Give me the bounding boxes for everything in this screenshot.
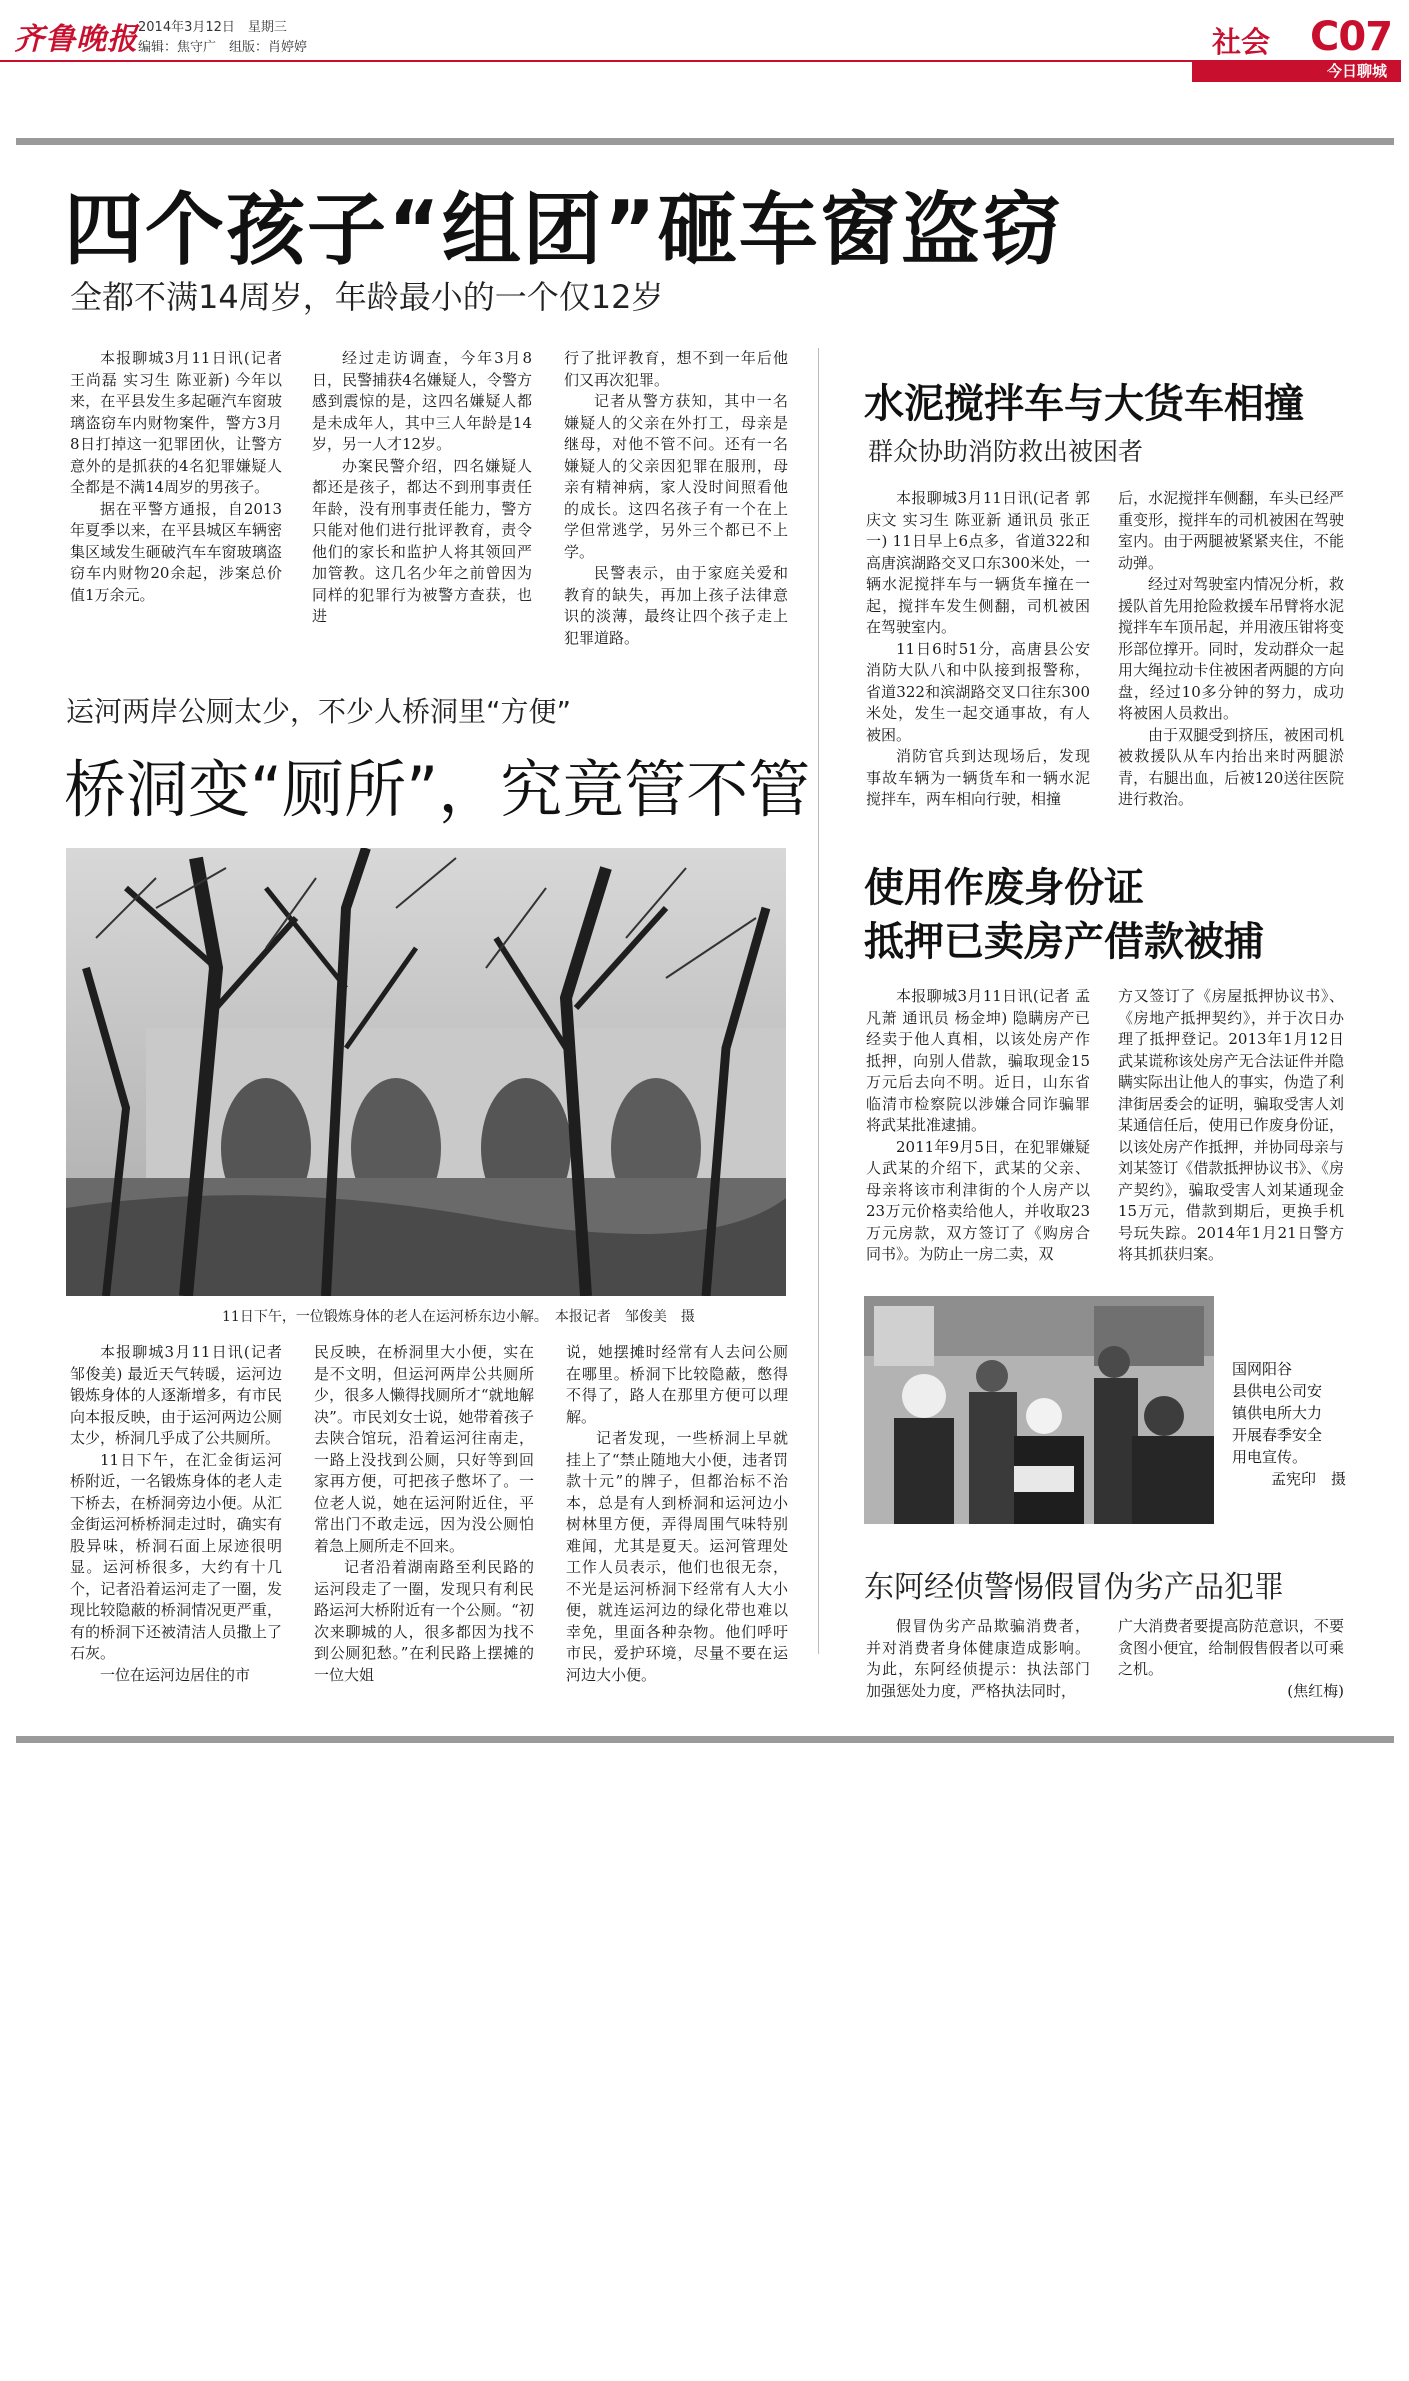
story4-column-1: [866, 986, 1090, 1266]
paragraph: 经过走访调查，今年3月8日，民警捕获4名嫌疑人，令警方感到震惊的是，这四名嫌疑人都是未成年人，其中三人年龄是14岁，另一人才12岁。: [312, 349, 532, 453]
story1-column-3: [564, 348, 788, 649]
paragraph: 办案民警介绍，四名嫌疑人都还是孩子，都达不到刑事责任年龄，没有刑事责任能力，警方只能对他们进行批评教育，责令他们的家长和监护人将其领回严加管教。这几名少年之前曾因为同样的犯罪行为被警方查获，也进: [312, 456, 532, 625]
paragraph: 民警表示，由于家庭关爱和教育的缺失，再加上孩子法律意识的淡薄，最终让四个孩子走上犯罪道路。: [564, 564, 788, 647]
caption-line: 县供电公司安: [1232, 1382, 1323, 1400]
power-safety-photo-art: [864, 1296, 1214, 1524]
story1-subhead: 全都不满14周岁，年龄最小的一个仅12岁: [70, 278, 664, 316]
caption-line: 开展春季安全: [1232, 1426, 1323, 1444]
story1-column-2: [312, 348, 532, 628]
story2-kicker: 运河两岸公厕太少，不少人桥洞里“方便”: [66, 695, 572, 728]
paragraph: 记者发现，一些桥洞上早就挂上了“禁止随地大小便，违者罚款十元”的牌子，但都治标不治本，总是有人到桥洞和运河边小树林里方便，弄得周围气味特别难闻，尤其是夏天。运河管理处工作人员表示，他们也很无奈，不光是运河桥洞下经常有人大小便，就连运河边的绿化带也难以幸免，里面各种杂物。他们呼吁市民，爱护环境，尽量不要在运河边大小便。: [566, 1429, 788, 1684]
masthead-rule: [0, 60, 1192, 62]
paragraph: 记者从警方获知，其中一名嫌疑人的父亲在外打工，母亲是继母，对他不管不问。还有一名嫌疑人的父亲因犯罪在服刑，母亲有精神病，家人没时间照看他的成长。这四名孩子有一个在上学但常逃学，另外三个都已不上学。: [564, 392, 788, 561]
newspaper-logo: 齐鲁晚报: [14, 22, 138, 57]
story3-headline: 水泥搅拌车与大货车相撞: [864, 381, 1304, 427]
paragraph: 本报聊城3月11日讯(记者 孟凡萧 通讯员 杨金坤) 隐瞒房产已经卖于他人真相，以该处房产作抵押，向别人借款，骗取现金15万元后去向不明。近日，山东省临清市检察院以涉嫌合同诈骗罪将武某批准逮捕。: [866, 987, 1090, 1134]
power-photo-caption: [1232, 1358, 1356, 1490]
canal-bridge-photo-art: [66, 848, 786, 1296]
editor-line: 编辑：焦守广 组版：肖婷婷: [138, 40, 308, 55]
paragraph: 一位在运河边居住的市: [100, 1665, 251, 1684]
caption-line: 国网阳谷: [1232, 1360, 1293, 1378]
story1-column-1: [70, 348, 282, 606]
paragraph: 说，她摆摊时经常有人去问公厕在哪里。桥洞下比较隐蔽，憋得不得了，路人在那里方便可以理解。: [566, 1343, 788, 1426]
paragraph: 后，水泥搅拌车侧翻，车头已经严重变形，搅拌车的司机被困在驾驶室内。由于两腿被紧紧夹住，不能动弹。: [1118, 489, 1344, 572]
paragraph: 记者沿着湖南路至利民路的运河段走了一圈，发现只有利民路运河大桥附近有一个公厕。“初次来聊城的人，很多都因为找不到公厕犯愁。”在利民路上摆摊的一位大姐: [314, 1558, 534, 1684]
canal-bridge-photo: [66, 848, 786, 1296]
story3-column-1: [866, 488, 1090, 811]
paragraph: 经过对驾驶室内情况分析，救援队首先用抢险救援车吊臂将水泥搅拌车车顶吊起，并用液压钳将变形部位撑开。同时，发动群众一起用大绳拉动卡住被困者两腿的方向盘，经过10多分钟的努力，成功将被困人员救出。: [1118, 575, 1344, 722]
story2-column-1: [70, 1342, 282, 1686]
caption-line: 镇供电所大力: [1232, 1404, 1323, 1422]
section-name: 社会: [1212, 25, 1271, 59]
caption-line: 用电宣传。: [1232, 1448, 1308, 1466]
paragraph: 民反映，在桥洞里大小便，实在是不文明，但运河两岸公共厕所少，很多人懒得找厕所才“就地解决”。市民刘女士说，她带着孩子去陕合馆玩，沿着运河往南走，一路上没找到公厕，只好等到回家再方便，可把孩子憋坏了。一位老人说，她在运河附近住，平常出门不敢走远，因为没公厕怕着急上厕所走不回来。: [314, 1343, 534, 1555]
paragraph: 本报聊城3月11日讯(记者 王尚磊 实习生 陈亚新) 今年以来，在平县发生多起砸汽车窗玻璃盗窃车内财物案件，警方3月8日打掉这一犯罪团伙，让警方意外的是抓获的4名犯罪嫌疑人全都是不满14周岁的男孩子。: [70, 349, 282, 496]
story4-column-2: [1118, 986, 1344, 1266]
column-divider: [818, 348, 819, 1654]
story2-column-2: [314, 1342, 534, 1686]
story3-column-2: [1118, 488, 1344, 811]
story4-headline-line-1: 使用作废身份证: [864, 865, 1144, 911]
paragraph: 本报聊城3月11日讯(记者 邹俊美) 最近天气转暖，运河边锻炼身体的人逐渐增多，有市民向本报反映，由于运河两边公厕太少，桥洞几乎成了公共厕所。: [70, 1343, 282, 1447]
subsection-label: 今日聊城: [1326, 62, 1387, 80]
story2-column-3: [566, 1342, 788, 1686]
paragraph: 假冒伪劣产品欺骗消费者，并对消费者身体健康造成影响。为此，东阿经侦提示：执法部门加强惩处力度，严格执法同时，: [866, 1617, 1090, 1700]
story2-headline: 桥洞变“厕所”，究竟管不管: [64, 753, 811, 826]
bottom-gray-rule: [16, 1736, 1394, 1743]
power-safety-photo: [864, 1296, 1214, 1524]
paragraph: 方又签订了《房屋抵押协议书》、《房地产抵押契约》，并于次日办理了抵押登记。2013年1月12日武某谎称该处房产无合法证件并隐瞒实际出让他人的事实，伪造了利津街居委会的证明，骗取受害人刘某通信任后，使用已作废身份证，以该处房产作抵押，并协同母亲与刘某签订《借款抵押协议书》、《房产契约》，骗取受害人刘某通现金15万元，借款到期后，更换手机号玩失踪。2014年1月21日警方将其抓获归案。: [1118, 987, 1344, 1263]
date-line: 2014年3月12日 星期三: [138, 20, 287, 35]
paragraph: 11日6时51分，高唐县公安消防大队八和中队接到报警称，省道322和滨湖路交叉口往东300米处，发生一起交通事故，有人被困。: [866, 639, 1090, 744]
byline: (焦红梅): [1287, 1681, 1344, 1700]
paragraph: 广大消费者要提高防范意识，不要贪图小便宜，给制假售假者以可乘之机。: [1118, 1617, 1344, 1678]
subsection-bar: [1192, 60, 1401, 82]
story5-column-2: [1118, 1616, 1344, 1702]
paragraph: 消防官兵到达现场后，发现事故车辆为一辆货车和一辆水泥搅拌车，两车相向行驶，相撞: [866, 747, 1090, 808]
story3-subhead: 群众协助消防救出被困者: [868, 437, 1144, 466]
paragraph: 行了批评教育，想不到一年后他们又再次犯罪。: [564, 349, 788, 389]
story5-column-1: [866, 1616, 1090, 1702]
page-number: C07: [1310, 14, 1393, 60]
paragraph: 11日下午，在汇金街运河桥附近，一名锻炼身体的老人走下桥去，在桥洞旁边小便。从汇金街运河桥桥洞走过时，确实有股异味，桥洞石面上尿迹很明显。运河桥很多，大约有十几个，记者沿着运河走了一圈，发现比较隐蔽的桥洞情况更严重，有的桥洞下还被清洁人员撒上了石灰。: [70, 1450, 282, 1662]
top-gray-rule: [16, 138, 1394, 145]
story4-headline-line-2: 抵押已卖房产借款被捕: [864, 919, 1264, 965]
paragraph: 2011年9月5日，在犯罪嫌疑人武某的介绍下，武某的父亲、母亲将该市利津街的个人房产以23万元价格卖给他人，并收取23万元房款，双方签订了《购房合同书》。为防止一房二卖，双: [866, 1137, 1090, 1263]
paragraph: 本报聊城3月11日讯(记者 郭庆文 实习生 陈亚新 通讯员 张正一) 11日早上6点多，省道322和高唐滨湖路交叉口东300米处，一辆水泥搅拌车与一辆货车撞在一起，搅拌车发生侧翻，司机被困在驾驶室内。: [866, 489, 1090, 636]
story1-headline: 四个孩子“组团”砸车窗盗窃: [64, 184, 1063, 276]
story5-headline: 东阿经侦警惕假冒伪劣产品犯罪: [864, 1570, 1284, 1605]
photo-credit: 孟宪印 摄: [1270, 1470, 1346, 1488]
canal-photo-caption: 11日下午，一位锻炼身体的老人在运河桥东边小解。 本报记者 邹俊美 摄: [222, 1309, 695, 1325]
paragraph: 由于双腿受到挤压，被困司机被救援队从车内抬出来时两腿淤青，右腿出血，后被120送往医院进行救治。: [1118, 725, 1344, 808]
paragraph: 据在平警方通报，自2013年夏季以来，在平县城区车辆密集区域发生砸破汽车车窗玻璃盗窃车内财物20余起，涉案总价值1万余元。: [70, 499, 282, 604]
